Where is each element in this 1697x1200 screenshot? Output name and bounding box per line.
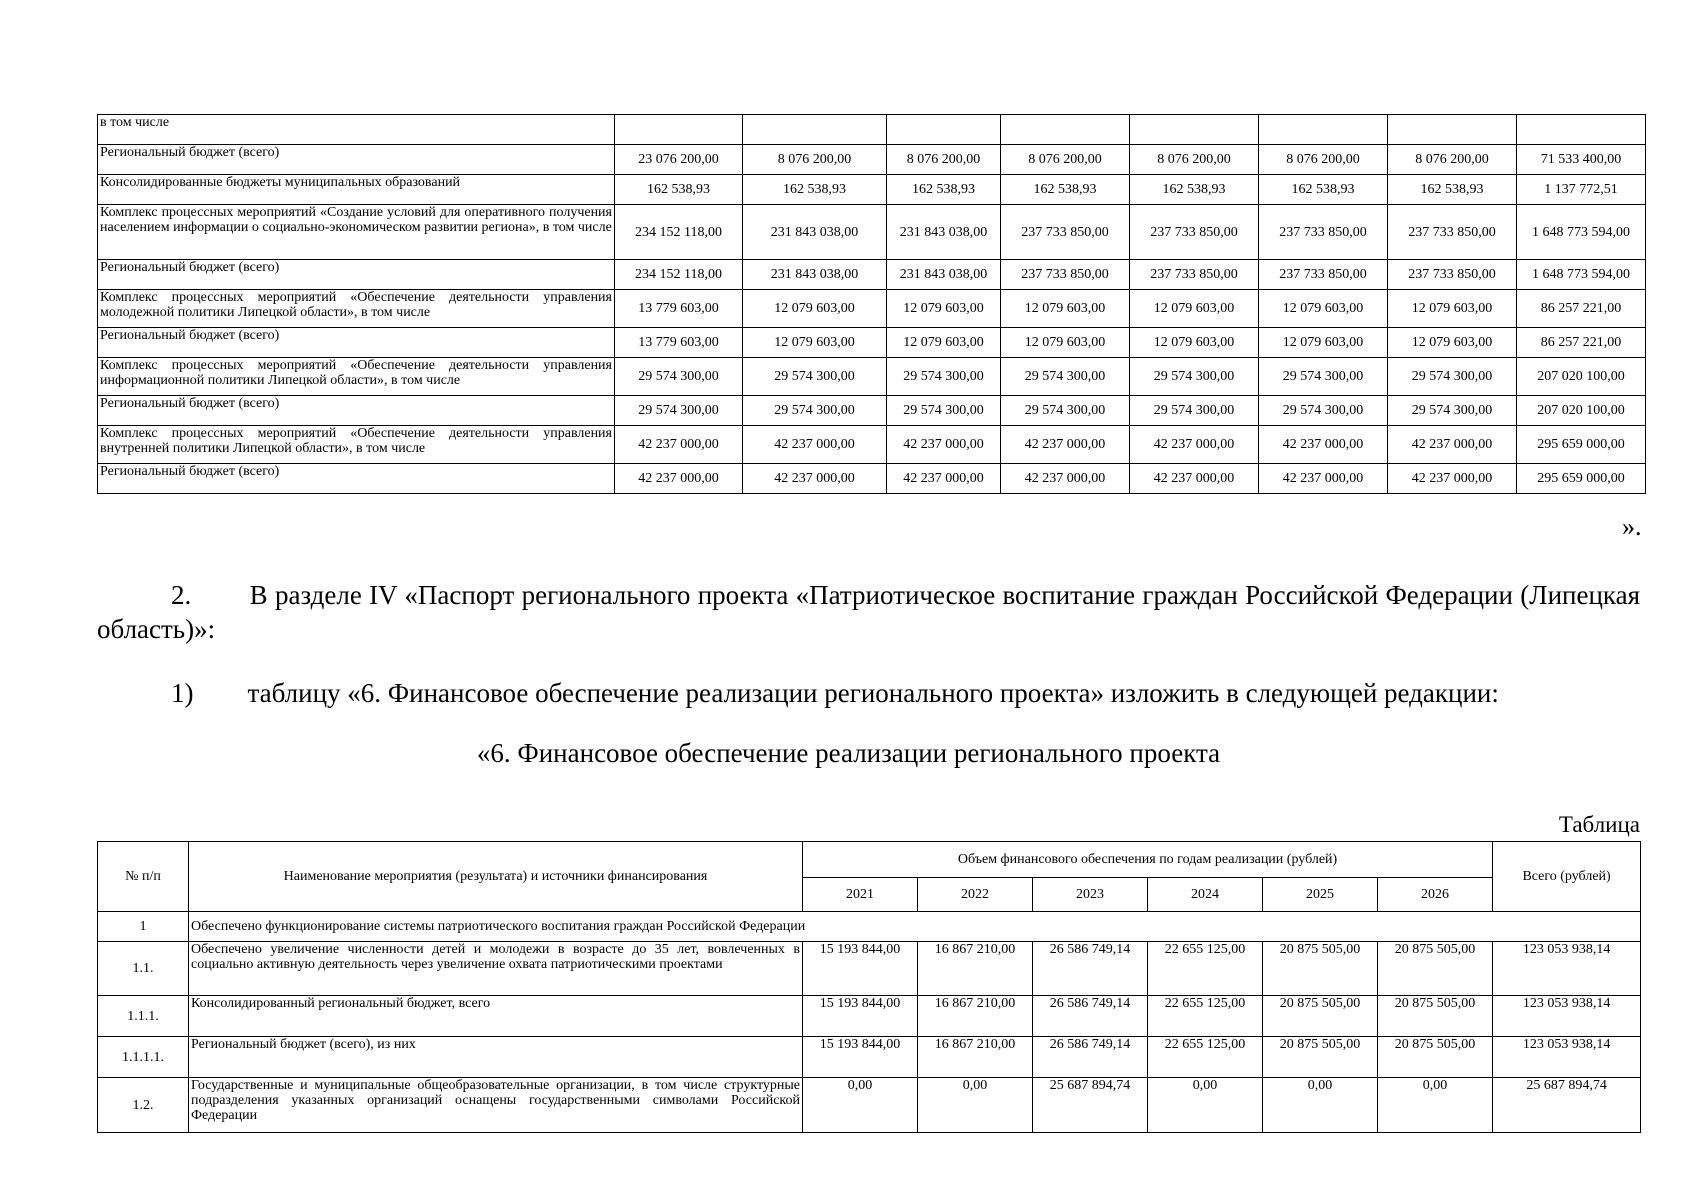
row-label: в том числе	[98, 115, 615, 145]
cell-value	[1001, 115, 1130, 145]
header-year: 2023	[1033, 878, 1148, 912]
row-label: Региональный бюджет (всего)	[98, 260, 615, 290]
cell-value: 29 574 300,00	[1259, 358, 1388, 396]
cell-value: 13 779 603,00	[615, 328, 743, 358]
row-label: Региональный бюджет (всего)	[98, 464, 615, 494]
section-heading: «6. Финансовое обеспечение реализации регионального проекта	[476, 738, 1221, 768]
row-total: 123 053 938,14	[1493, 996, 1641, 1037]
cell-value: 22 655 125,00	[1148, 1037, 1263, 1078]
cell-value: 237 733 850,00	[1001, 205, 1130, 260]
cell-value: 22 655 125,00	[1148, 942, 1263, 996]
cell-value: 71 533 400,00	[1517, 145, 1646, 175]
row-name: Консолидированный региональный бюджет, всего	[189, 996, 803, 1037]
paragraph-3-number: 1)	[171, 678, 194, 708]
cell-value: 20 875 505,00	[1378, 1037, 1493, 1078]
cell-value: 29 574 300,00	[1130, 396, 1259, 426]
cell-value: 29 574 300,00	[615, 396, 743, 426]
table-row	[98, 996, 1641, 1037]
paragraph-2-number: 2.	[171, 580, 192, 610]
cell-value: 26 586 749,14	[1033, 1037, 1148, 1078]
cell-value: 234 152 118,00	[615, 205, 743, 260]
cell-value: 295 659 000,00	[1517, 426, 1646, 464]
financing-table	[97, 841, 1641, 1133]
cell-value: 15 193 844,00	[803, 1037, 918, 1078]
header-name: Наименование мероприятия (результата) и источники финансирования	[189, 842, 803, 912]
cell-value: 15 193 844,00	[803, 942, 918, 996]
cell-value: 0,00	[1378, 1078, 1493, 1133]
cell-value: 12 079 603,00	[887, 290, 1001, 328]
table-row	[98, 426, 1646, 464]
cell-value: 26 586 749,14	[1033, 996, 1148, 1037]
table-row	[98, 175, 1646, 205]
cell-value: 8 076 200,00	[1130, 145, 1259, 175]
cell-value	[1517, 115, 1646, 145]
cell-value	[1388, 115, 1517, 145]
cell-value: 29 574 300,00	[887, 358, 1001, 396]
row-name: Государственные и муниципальные общеобразовательные организации, в том числе структурные подразделения указанных организаций оснащены государственными символами Российской Федерации	[189, 1078, 803, 1133]
row-label: Комплекс процессных мероприятий «Обеспечение деятельности управления молодежной политики Липецкой области», в том числе	[98, 290, 615, 328]
cell-value: 12 079 603,00	[1130, 290, 1259, 328]
table-row	[98, 396, 1646, 426]
cell-value: 42 237 000,00	[1259, 426, 1388, 464]
cell-value: 29 574 300,00	[1130, 358, 1259, 396]
cell-value: 42 237 000,00	[1001, 426, 1130, 464]
table-row	[98, 260, 1646, 290]
header-num: № п/п	[98, 842, 189, 912]
row-name: Региональный бюджет (всего), из них	[189, 1037, 803, 1078]
cell-value: 231 843 038,00	[743, 205, 887, 260]
cell-value: 29 574 300,00	[743, 396, 887, 426]
cell-value: 29 574 300,00	[1001, 396, 1130, 426]
cell-value: 162 538,93	[743, 175, 887, 205]
cell-value: 162 538,93	[887, 175, 1001, 205]
cell-value: 8 076 200,00	[1001, 145, 1130, 175]
header-year: 2024	[1148, 878, 1263, 912]
cell-value: 12 079 603,00	[743, 328, 887, 358]
paragraph-2-text: В разделе IV «Паспорт регионального проекта «Патриотическое воспитание граждан Российской Федерации (Липецкая область)»:	[97, 580, 1641, 644]
cell-value: 20 875 505,00	[1378, 942, 1493, 996]
cell-value: 8 076 200,00	[1388, 145, 1517, 175]
row-total: 25 687 894,74	[1493, 1078, 1641, 1133]
cell-value: 42 237 000,00	[615, 426, 743, 464]
table-row	[98, 145, 1646, 175]
cell-value: 22 655 125,00	[1148, 996, 1263, 1037]
header-volume: Объем финансового обеспечения по годам реализации (рублей)	[803, 842, 1493, 878]
cell-value: 16 867 210,00	[918, 942, 1033, 996]
header-year: 2022	[918, 878, 1033, 912]
cell-value: 237 733 850,00	[1388, 205, 1517, 260]
cell-value: 86 257 221,00	[1517, 290, 1646, 328]
cell-value: 16 867 210,00	[918, 1037, 1033, 1078]
row-number: 1.2.	[98, 1078, 189, 1133]
cell-value: 0,00	[1148, 1078, 1263, 1133]
cell-value: 231 843 038,00	[743, 260, 887, 290]
cell-value: 42 237 000,00	[615, 464, 743, 494]
cell-value: 42 237 000,00	[1388, 464, 1517, 494]
cell-value	[887, 115, 1001, 145]
table-row	[98, 464, 1646, 494]
cell-value: 237 733 850,00	[1388, 260, 1517, 290]
table-row	[98, 290, 1646, 328]
cell-value: 237 733 850,00	[1130, 260, 1259, 290]
cell-value: 42 237 000,00	[1001, 464, 1130, 494]
cell-value: 86 257 221,00	[1517, 328, 1646, 358]
paragraph-3-text: таблицу «6. Финансовое обеспечение реализации регионального проекта» изложить в следующей редакции:	[247, 678, 1499, 708]
cell-value: 231 843 038,00	[887, 205, 1001, 260]
header-total: Всего (рублей)	[1493, 842, 1641, 912]
cell-value: 162 538,93	[1388, 175, 1517, 205]
row-label: Комплекс процессных мероприятий «Обеспечение деятельности управления внутренней политики Липецкой области», в том числе	[98, 426, 615, 464]
header-year: 2025	[1263, 878, 1378, 912]
cell-value: 162 538,93	[1259, 175, 1388, 205]
cell-value: 162 538,93	[1130, 175, 1259, 205]
cell-value: 26 586 749,14	[1033, 942, 1148, 996]
row-number: 1.1.	[98, 942, 189, 996]
row-name: Обеспечено увеличение численности детей и молодежи в возрасте до 35 лет, вовлеченных в социально активную деятельность через увеличение охвата патриотическими проектами	[189, 942, 803, 996]
cell-value: 29 574 300,00	[743, 358, 887, 396]
cell-value: 12 079 603,00	[743, 290, 887, 328]
cell-value: 207 020 100,00	[1517, 396, 1646, 426]
cell-value: 237 733 850,00	[1001, 260, 1130, 290]
row-label: Региональный бюджет (всего)	[98, 145, 615, 175]
cell-value: 15 193 844,00	[803, 996, 918, 1037]
cell-value: 29 574 300,00	[1388, 358, 1517, 396]
cell-value: 8 076 200,00	[887, 145, 1001, 175]
cell-value: 42 237 000,00	[1130, 464, 1259, 494]
cell-value	[1130, 115, 1259, 145]
cell-value: 162 538,93	[615, 175, 743, 205]
paragraph-2	[97, 578, 1640, 646]
header-year: 2021	[803, 878, 918, 912]
cell-value: 237 733 850,00	[1130, 205, 1259, 260]
cell-value: 0,00	[803, 1078, 918, 1133]
table-row	[98, 205, 1646, 260]
cell-value: 237 733 850,00	[1259, 260, 1388, 290]
cell-value: 29 574 300,00	[887, 396, 1001, 426]
cell-value: 8 076 200,00	[743, 145, 887, 175]
cell-value: 231 843 038,00	[887, 260, 1001, 290]
table-row	[98, 942, 1641, 996]
cell-value: 234 152 118,00	[615, 260, 743, 290]
cell-value: 23 076 200,00	[615, 145, 743, 175]
section-num: 1	[98, 912, 189, 942]
cell-value: 12 079 603,00	[1001, 290, 1130, 328]
cell-value: 42 237 000,00	[1259, 464, 1388, 494]
cell-value: 25 687 894,74	[1033, 1078, 1148, 1133]
cell-value: 29 574 300,00	[1259, 396, 1388, 426]
cell-value: 12 079 603,00	[1130, 328, 1259, 358]
cell-value: 162 538,93	[1001, 175, 1130, 205]
table-row	[98, 115, 1646, 145]
cell-value: 42 237 000,00	[887, 464, 1001, 494]
row-label: Консолидированные бюджеты муниципальных образований	[98, 175, 615, 205]
table-row	[98, 328, 1646, 358]
row-label: Региональный бюджет (всего)	[98, 396, 615, 426]
cell-value: 29 574 300,00	[1001, 358, 1130, 396]
cell-value: 1 648 773 594,00	[1517, 205, 1646, 260]
cell-value: 0,00	[1263, 1078, 1378, 1133]
cell-value: 29 574 300,00	[615, 358, 743, 396]
table-row	[98, 1078, 1641, 1133]
cell-value	[615, 115, 743, 145]
table-row	[98, 358, 1646, 396]
cell-value: 12 079 603,00	[1388, 328, 1517, 358]
section-row	[98, 912, 1641, 942]
cell-value	[1259, 115, 1388, 145]
cell-value: 13 779 603,00	[615, 290, 743, 328]
cell-value: 12 079 603,00	[1001, 328, 1130, 358]
row-total: 123 053 938,14	[1493, 942, 1641, 996]
row-label: Комплекс процессных мероприятий «Создание условий для оперативного получения населением информации о социально-экономическом развитии региона», в том числе	[98, 205, 615, 260]
cell-value	[743, 115, 887, 145]
table-row	[98, 1037, 1641, 1078]
cell-value: 0,00	[918, 1078, 1033, 1133]
cell-value: 237 733 850,00	[1259, 205, 1388, 260]
row-label: Региональный бюджет (всего)	[98, 328, 615, 358]
budget-table-body	[98, 115, 1646, 494]
cell-value: 295 659 000,00	[1517, 464, 1646, 494]
cell-value: 29 574 300,00	[1388, 396, 1517, 426]
cell-value: 20 875 505,00	[1263, 996, 1378, 1037]
cell-value: 42 237 000,00	[887, 426, 1001, 464]
cell-value: 12 079 603,00	[1259, 328, 1388, 358]
financing-table-body	[98, 912, 1641, 1133]
cell-value: 12 079 603,00	[887, 328, 1001, 358]
cell-value: 207 020 100,00	[1517, 358, 1646, 396]
cell-value: 20 875 505,00	[1378, 996, 1493, 1037]
cell-value: 42 237 000,00	[743, 426, 887, 464]
cell-value: 16 867 210,00	[918, 996, 1033, 1037]
cell-value: 1 648 773 594,00	[1517, 260, 1646, 290]
cell-value: 12 079 603,00	[1259, 290, 1388, 328]
table-caption: Таблица	[1558, 812, 1640, 837]
cell-value: 42 237 000,00	[743, 464, 887, 494]
section-name: Обеспечено функционирование системы патриотического воспитания граждан Российской Федерации	[189, 912, 1641, 942]
row-total: 123 053 938,14	[1493, 1037, 1641, 1078]
closing-quote: ».	[1622, 512, 1642, 541]
row-label: Комплекс процессных мероприятий «Обеспечение деятельности управления информационной политики Липецкой области», в том числе	[98, 358, 615, 396]
row-number: 1.1.1.	[98, 996, 189, 1037]
cell-value: 20 875 505,00	[1263, 942, 1378, 996]
cell-value: 1 137 772,51	[1517, 175, 1646, 205]
cell-value: 20 875 505,00	[1263, 1037, 1378, 1078]
header-year: 2026	[1378, 878, 1493, 912]
cell-value: 12 079 603,00	[1388, 290, 1517, 328]
paragraph-3	[97, 676, 1640, 710]
cell-value: 42 237 000,00	[1130, 426, 1259, 464]
budget-table-continuation	[97, 114, 1646, 494]
row-number: 1.1.1.1.	[98, 1037, 189, 1078]
cell-value: 8 076 200,00	[1259, 145, 1388, 175]
cell-value: 42 237 000,00	[1388, 426, 1517, 464]
